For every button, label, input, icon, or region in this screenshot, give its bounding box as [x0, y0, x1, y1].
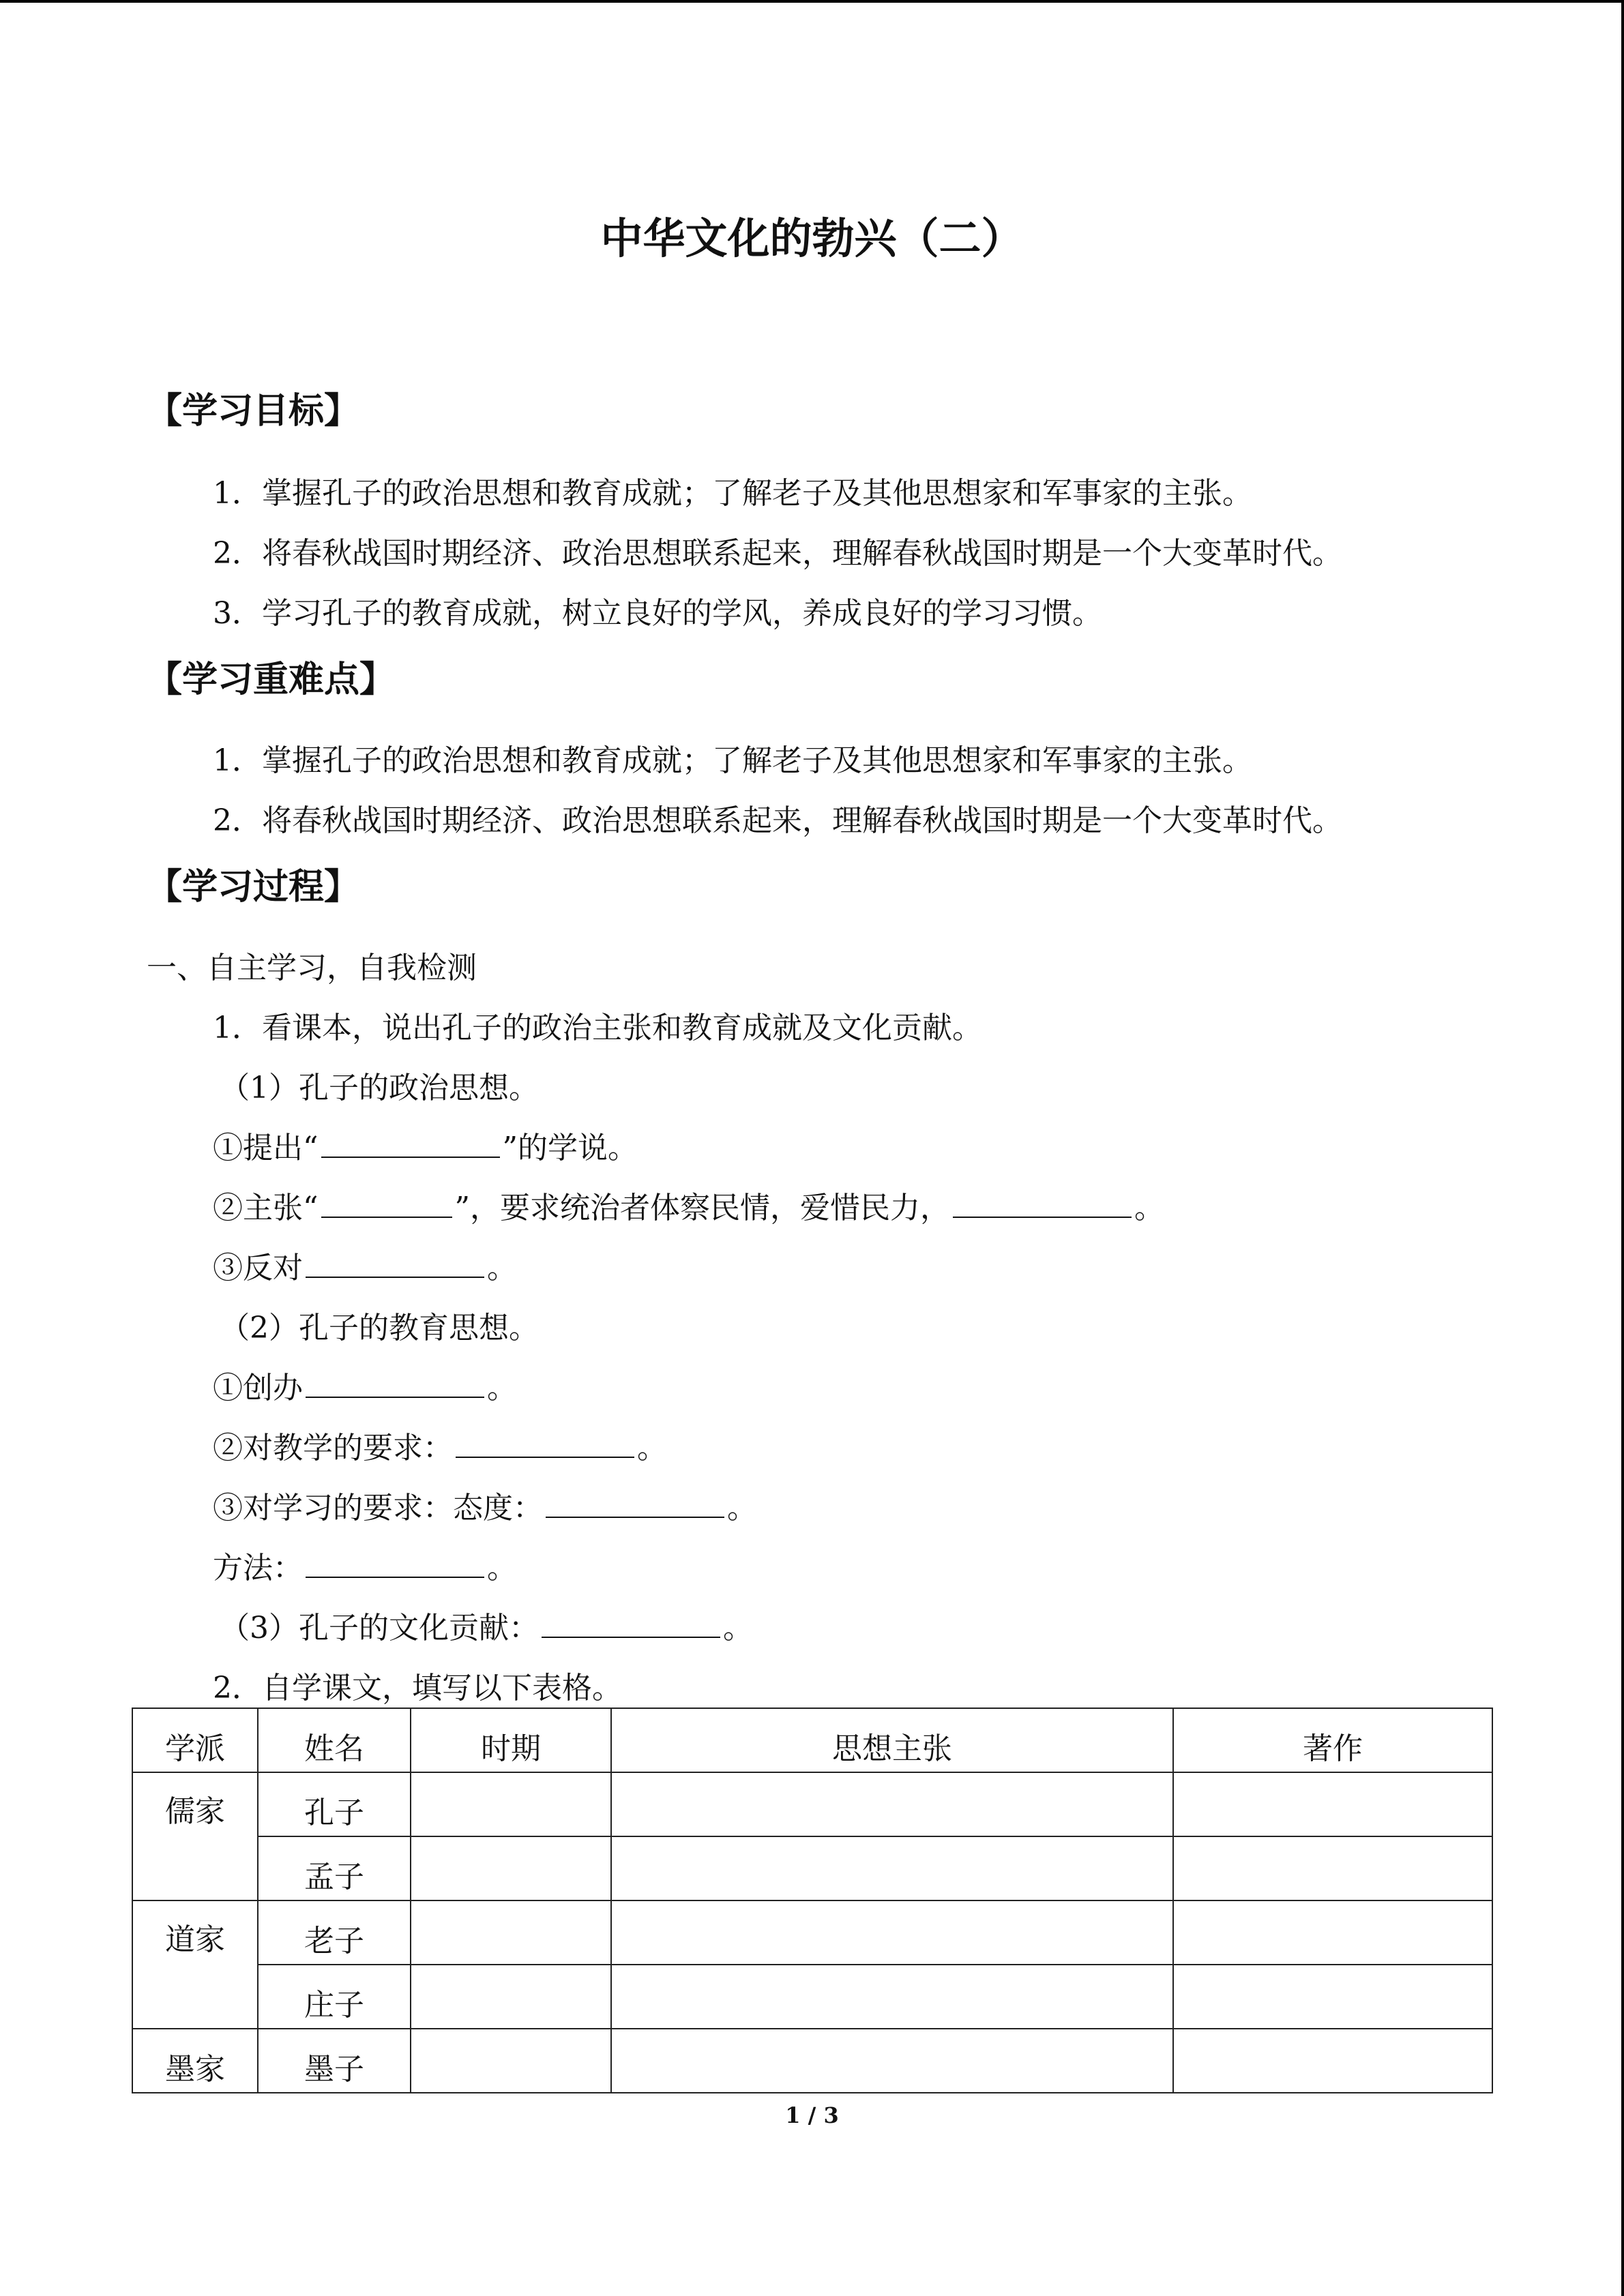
politics-item-3 [213, 1248, 517, 1289]
table-row [132, 1772, 1492, 1836]
header-period: 时期 [411, 1708, 611, 1772]
politics-item-1 [213, 1128, 638, 1169]
works-cell[interactable] [1173, 1836, 1492, 1900]
goal-item-3: 3．学习孔子的教育成就，树立良好的学风，养成良好的学习习惯。 [213, 596, 1102, 631]
fill-blank-1[interactable] [321, 1132, 500, 1158]
education-item-1-tail: 。 [487, 1371, 517, 1405]
politics-item-2-lead: ②主张“ [213, 1191, 319, 1225]
school-cell: 道家 [132, 1900, 258, 2029]
question-1: 1．看课本，说出孔子的政治主张和教育成就及文化贡献。 [213, 1011, 982, 1045]
period-cell[interactable] [411, 1836, 611, 1900]
header-name: 姓名 [258, 1708, 411, 1772]
philosophers-table [132, 1708, 1493, 2093]
fill-blank-9[interactable] [542, 1612, 720, 1638]
table-row [132, 1836, 1492, 1900]
politics-item-2-tail: 。 [1134, 1191, 1164, 1225]
fill-blank-4[interactable] [306, 1252, 484, 1278]
goals-heading: 【学习目标】 [147, 391, 360, 432]
fill-blank-6[interactable] [456, 1432, 634, 1458]
name-cell: 孟子 [258, 1836, 411, 1900]
subsection-1: （1）孔子的政治思想。 [220, 1071, 539, 1105]
politics-item-3-tail: 。 [487, 1251, 517, 1285]
politics-item-3-lead: ③反对 [213, 1251, 303, 1285]
name-cell: 孔子 [258, 1772, 411, 1836]
page-title: 中华文化的勃兴（二） [600, 213, 1024, 263]
goal-item-1: 1．掌握孔子的政治思想和教育成就；了解老子及其他思想家和军事家的主张。 [213, 476, 1252, 511]
school-cell: 儒家 [132, 1772, 258, 1900]
ideas-cell[interactable] [611, 1836, 1173, 1900]
key-point-item-2: 2．将春秋战国时期经济、政治思想联系起来，理解春秋战国时期是一个大变革时代。 [213, 803, 1342, 838]
education-item-4-tail: 。 [487, 1551, 517, 1585]
page-top-border [0, 0, 1624, 3]
table-row [132, 1900, 1492, 1965]
goal-item-2: 2．将春秋战国时期经济、政治思想联系起来，理解春秋战国时期是一个大变革时代。 [213, 536, 1342, 571]
education-item-4-lead: 方法： [213, 1551, 303, 1585]
fill-blank-7[interactable] [546, 1492, 724, 1518]
subsection-3-tail: 。 [723, 1611, 753, 1645]
works-cell[interactable] [1173, 2029, 1492, 2093]
name-cell: 庄子 [258, 1965, 411, 2029]
table-row [132, 2029, 1492, 2093]
fill-blank-3[interactable] [953, 1192, 1132, 1218]
process-heading: 【学习过程】 [147, 867, 360, 908]
politics-item-1-lead: ①提出“ [213, 1131, 319, 1165]
table-row [132, 1965, 1492, 2029]
period-cell[interactable] [411, 2029, 611, 2093]
politics-item-2-middle: ”，要求统治者体察民情，爱惜民力， [454, 1191, 950, 1225]
works-cell[interactable] [1173, 1965, 1492, 2029]
school-cell: 墨家 [132, 2029, 258, 2093]
ideas-cell[interactable] [611, 2029, 1173, 2093]
education-item-2-lead: ②对教学的要求： [213, 1431, 453, 1465]
subsection-3 [220, 1608, 753, 1649]
header-works: 著作 [1173, 1708, 1492, 1772]
education-item-3-lead: ③对学习的要求：态度： [213, 1491, 543, 1525]
part1-title: 一、自主学习，自我检测 [147, 951, 477, 985]
period-cell[interactable] [411, 1772, 611, 1836]
education-item-1 [213, 1368, 517, 1409]
subsection-3-lead: （3）孔子的文化贡献： [220, 1611, 539, 1645]
works-cell[interactable] [1173, 1900, 1492, 1965]
name-cell: 墨子 [258, 2029, 411, 2093]
education-item-2-tail: 。 [637, 1431, 667, 1465]
politics-item-1-tail: ”的学说。 [502, 1131, 638, 1165]
education-item-1-lead: ①创办 [213, 1371, 303, 1405]
name-cell: 老子 [258, 1900, 411, 1965]
period-cell[interactable] [411, 1900, 611, 1965]
key-point-item-1: 1．掌握孔子的政治思想和教育成就；了解老子及其他思想家和军事家的主张。 [213, 743, 1252, 778]
ideas-cell[interactable] [611, 1965, 1173, 2029]
key-points-heading: 【学习重难点】 [147, 659, 396, 700]
fill-blank-2[interactable] [321, 1192, 452, 1218]
header-ideas: 思想主张 [611, 1708, 1173, 1772]
period-cell[interactable] [411, 1965, 611, 2029]
subsection-2: （2）孔子的教育思想。 [220, 1311, 539, 1345]
education-item-3 [213, 1488, 757, 1529]
page-right-border [1621, 0, 1624, 2296]
education-item-2 [213, 1428, 667, 1469]
table-header-row [132, 1708, 1492, 1772]
fill-blank-8[interactable] [306, 1552, 484, 1578]
works-cell[interactable] [1173, 1772, 1492, 1836]
ideas-cell[interactable] [611, 1900, 1173, 1965]
page-number: 1 / 3 [785, 2102, 839, 2128]
question-2: 2．自学课文，填写以下表格。 [213, 1671, 622, 1705]
ideas-cell[interactable] [611, 1772, 1173, 1836]
education-item-3-tail: 。 [727, 1491, 757, 1525]
header-school: 学派 [132, 1708, 258, 1772]
politics-item-2 [213, 1188, 1164, 1229]
fill-blank-5[interactable] [306, 1372, 484, 1398]
education-item-4 [213, 1548, 517, 1589]
